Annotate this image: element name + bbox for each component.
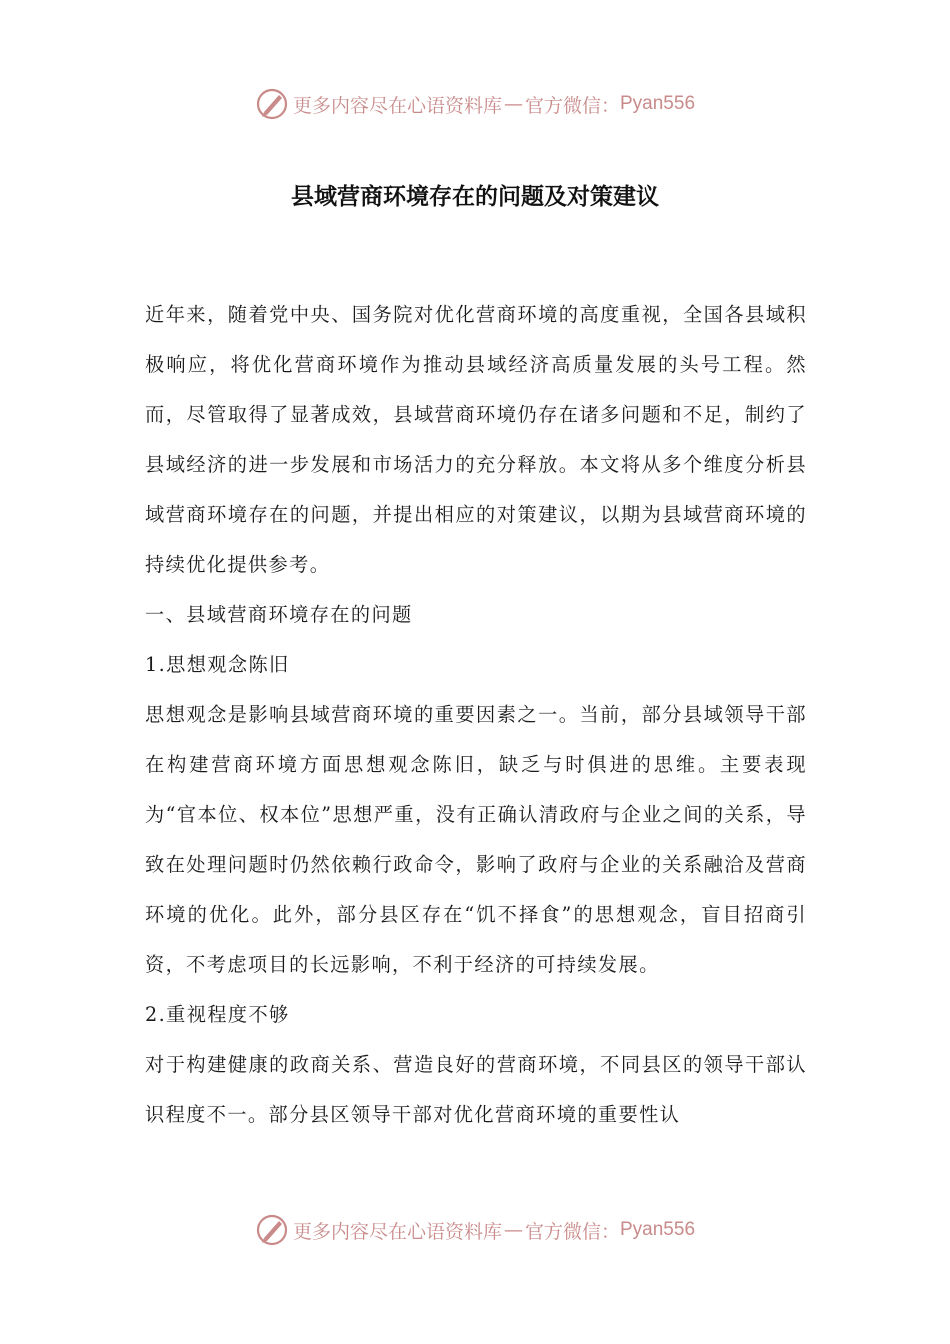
pen-logo-icon — [255, 87, 289, 121]
pen-logo-icon — [255, 1213, 289, 1247]
subsection-1-paragraph: 思想观念是影响县域营商环境的重要因素之一。当前，部分县域领导干部在构建营商环境方面思想观念陈旧，缺乏与时俱进的思维。主要表现为“官本位、权本位”思想严重，没有正确认清政府与企业之间的关系，导致在处理问题时仍然依赖行政命令，影响了政府与企业的关系融洽及营商环境的优化。此外，部分县区存在“饥不择食”的思想观念，盲目招商引资，不考虑项目的长远影响，不利于经济的可持续发展。 — [145, 703, 807, 976]
watermark-contact-id: Pyan556 — [620, 93, 696, 114]
watermark-site-name: 更多内容尽在心语资料库 — [292, 94, 502, 117]
watermark-contact-label: 官方微信： — [524, 94, 620, 117]
watermark-contact-label: 官方微信： — [524, 1220, 620, 1243]
subsection-1-heading: 1.思想观念陈旧 — [145, 653, 290, 676]
watermark-dash: — — [503, 93, 523, 115]
intro-paragraph: 近年来，随着党中央、国务院对优化营商环境的高度重视，全国各县域积极响应，将优化营商环境作为推动县域经济高质量发展的头号工程。然而，尽管取得了显著成效，县域营商环境仍存在诸多问题和不足，制约了县域经济的进一步发展和市场活力的充分释放。本文将从多个维度分析县域营商环境存在的问题，并提出相应的对策建议，以期为县域营商环境的持续优化提供参考。 — [145, 303, 807, 576]
watermark-dash: — — [503, 1219, 523, 1241]
watermark-site-name: 更多内容尽在心语资料库 — [292, 1220, 502, 1243]
subsection-2-paragraph: 对于构建健康的政商关系、营造良好的营商环境，不同县区的领导干部认识程度不一。部分县区领导干部对优化营商环境的重要性认 — [145, 1053, 807, 1126]
document-title: 县域营商环境存在的问题及对策建议 — [291, 183, 659, 210]
footer-watermark — [0, 1208, 950, 1252]
subsection-2-heading: 2.重视程度不够 — [145, 1003, 290, 1026]
document-body — [145, 290, 807, 1140]
section-1-heading: 一、县域营商环境存在的问题 — [145, 603, 413, 626]
header-watermark — [0, 82, 950, 126]
watermark-contact-id: Pyan556 — [620, 1219, 696, 1240]
